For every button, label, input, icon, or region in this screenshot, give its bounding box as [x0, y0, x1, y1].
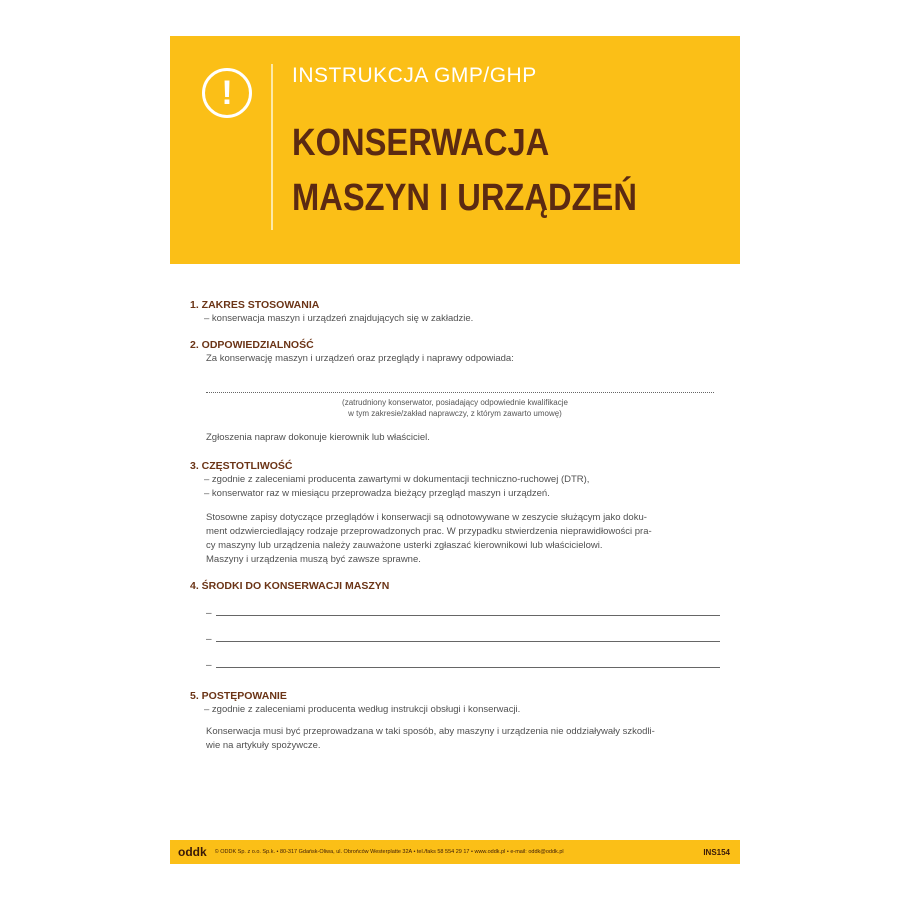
paragraph-line: Konserwacja musi być przeprowadzana w taki sposób, aby maszyny i urządzenia nie oddziaływały szkodli-	[206, 726, 655, 737]
section-3-bullet-2: – konserwator raz w miesiącu przeprowadza bieżący przegląd maszyn i urządzeń.	[204, 488, 550, 499]
header-subtitle: INSTRUKCJA GMP/GHP	[292, 64, 537, 87]
section-1-heading: 1. ZAKRES STOSOWANIA	[190, 299, 320, 311]
responsible-note	[190, 397, 720, 419]
header-banner	[170, 36, 740, 264]
title-line-2: MASZYN I URZĄDZEŃ	[292, 177, 637, 219]
section-1-text: – konserwacja maszyn i urządzeń znajdujących się w zakładzie.	[204, 313, 474, 324]
document-code: INS154	[703, 847, 730, 857]
dash: –	[206, 608, 212, 619]
section-3-paragraph	[190, 511, 720, 567]
responsible-fill-line	[206, 380, 714, 393]
instruction-sheet	[170, 36, 740, 868]
agent-fill-line	[206, 619, 720, 645]
dash: –	[206, 634, 212, 645]
note-line-2: w tym zakresie/zakład naprawczy, z którym zawarto umowę)	[348, 409, 562, 418]
paragraph-line: ment odzwierciedlający rodzaje przeprowadzonych prac. W przypadku stwierdzenia nieprawidłowości pra-	[206, 526, 652, 537]
section-2-reporting: Zgłoszenia napraw dokonuje kierownik lub właściciel.	[206, 432, 430, 443]
exclamation-circle-icon: !	[202, 68, 252, 118]
section-5-heading: 5. POSTĘPOWANIE	[190, 690, 287, 702]
paragraph-line: Maszyny i urządzenia muszą być zawsze sprawne.	[206, 554, 421, 565]
section-3-bullet-1: – zgodnie z zaleceniami producenta zawartymi w dokumentacji techniczno-ruchowej (DTR),	[204, 474, 590, 485]
oddk-logo: oddk	[178, 845, 207, 859]
content	[190, 298, 720, 753]
dash: –	[206, 660, 212, 671]
note-line-1: (zatrudniony konserwator, posiadający odpowiednie kwalifikacje	[342, 398, 568, 407]
header-title	[292, 116, 637, 226]
paragraph-line: cy maszyny lub urządzenia należy zauważone usterki zgłaszać kierownikowi lub właścicielowi.	[206, 540, 603, 551]
paragraph-line: Stosowne zapisy dotyczące przeglądów i konserwacji są odnotowywane w zeszycie służącym jako doku-	[206, 512, 647, 523]
section-3-heading: 3. CZĘSTOTLIWOŚĆ	[190, 460, 293, 472]
header-divider	[271, 64, 273, 230]
section-5-paragraph	[190, 725, 720, 753]
section-4-heading: 4. ŚRODKI DO KONSERWACJI MASZYN	[190, 580, 390, 592]
title-line-1: KONSERWACJA	[292, 122, 550, 164]
section-2-intro: Za konserwację maszyn i urządzeń oraz przeglądy i naprawy odpowiada:	[206, 353, 514, 364]
footer-contact: © ODDK Sp. z o.o. Sp.k. • 80-317 Gdańsk-Oliwa, ul. Obrońców Westerplatte 32A • tel./faks 58 554 29 17 • www.oddk.pl • e-mail: oddk@oddk.pl	[214, 849, 564, 855]
agent-fill-line	[206, 645, 720, 671]
section-5-bullet-1: – zgodnie z zaleceniami producenta według instrukcji obsługi i konserwacji.	[204, 704, 521, 715]
paragraph-line: wie na artykuły spożywcze.	[206, 740, 321, 751]
agent-fill-line	[206, 593, 720, 619]
footer-bar	[170, 840, 740, 864]
section-2-heading: 2. ODPOWIEDZIALNOŚĆ	[190, 339, 314, 351]
